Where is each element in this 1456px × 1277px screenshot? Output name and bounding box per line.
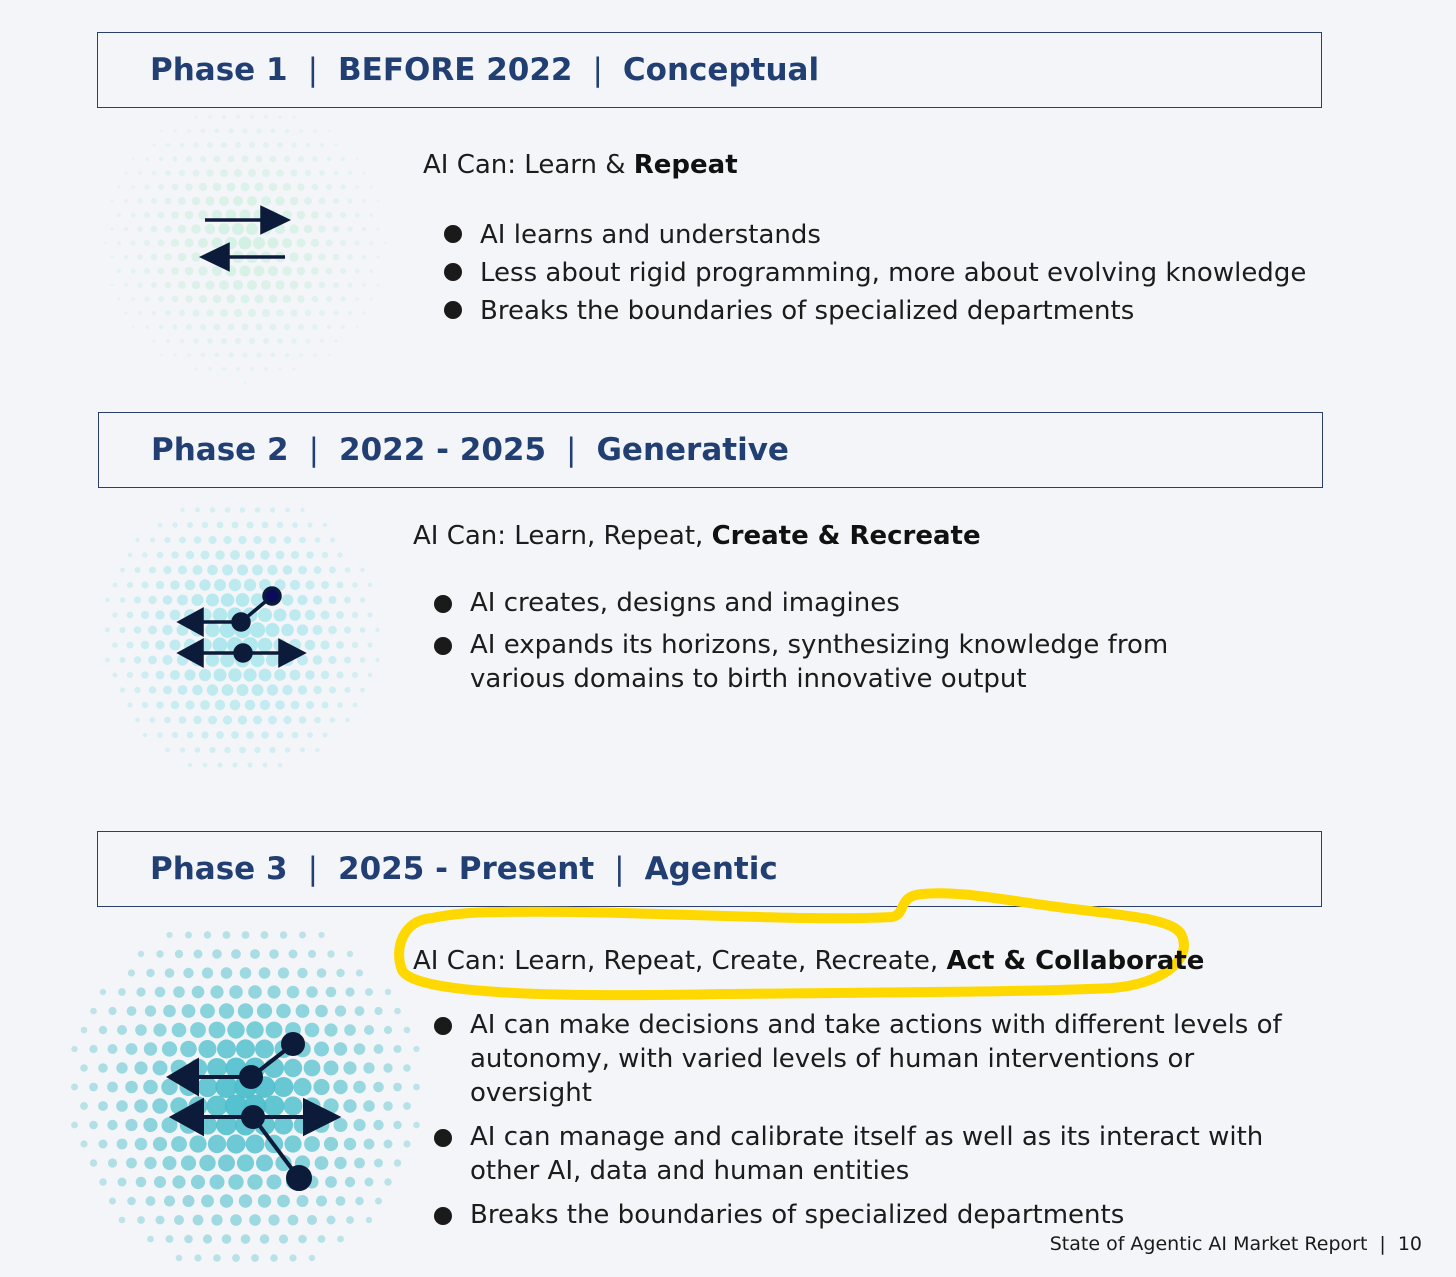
ability-line: AI Can: Learn, Repeat, Create & Recreate — [413, 521, 981, 551]
phase-period: 2025 - Present — [338, 851, 595, 887]
report-title: State of Agentic AI Market Report — [1049, 1233, 1368, 1255]
page-number: 10 — [1397, 1233, 1422, 1255]
bullet-list — [434, 586, 1314, 696]
phase-period: 2022 - 2025 — [339, 432, 547, 468]
ability-line: AI Can: Learn, Repeat, Create, Recreate, Act & Collaborate — [413, 946, 1205, 976]
list-item: Less about rigid programming, more about evolving knowledge — [444, 254, 1324, 292]
phase-label: Phase 2 — [151, 432, 289, 468]
phase-label: Phase 3 — [150, 851, 288, 887]
bullet-list — [434, 1008, 1314, 1232]
list-item: Breaks the boundaries of specialized departments — [444, 292, 1324, 330]
phase-2-header: Phase 2 | 2022 - 2025 | Generative — [98, 412, 1323, 488]
phase-type: Conceptual — [622, 52, 820, 88]
phase-1-header: Phase 1 | BEFORE 2022 | Conceptual — [97, 32, 1322, 108]
page-footer: State of Agentic AI Market Report | 10 — [1049, 1233, 1422, 1255]
list-item: AI can manage and calibrate itself as well as its interact with other AI, data and human entities — [434, 1120, 1270, 1188]
bullet-list — [444, 216, 1324, 330]
swap-arrows-icon — [95, 105, 395, 385]
list-item: AI expands its horizons, synthesizing knowledge from various domains to birth innovative output — [434, 628, 1270, 696]
phase-label: Phase 1 — [150, 52, 288, 88]
list-item: Breaks the boundaries of specialized departments — [434, 1198, 1314, 1232]
phase-3-header: Phase 3 | 2025 - Present | Agentic — [97, 831, 1322, 907]
phase-type: Agentic — [644, 851, 778, 887]
branching-arrows-icon — [95, 495, 385, 775]
phase-period: BEFORE 2022 — [338, 52, 573, 88]
ability-line: AI Can: Learn & Repeat — [423, 150, 738, 180]
phase-type: Generative — [596, 432, 789, 468]
list-item: AI creates, designs and imagines — [434, 586, 1314, 620]
network-arrows-icon — [55, 915, 435, 1277]
list-item: AI can make decisions and take actions with different levels of autonomy, with varied levels of human interventions or oversight — [434, 1008, 1314, 1110]
list-item: AI learns and understands — [444, 216, 1324, 254]
